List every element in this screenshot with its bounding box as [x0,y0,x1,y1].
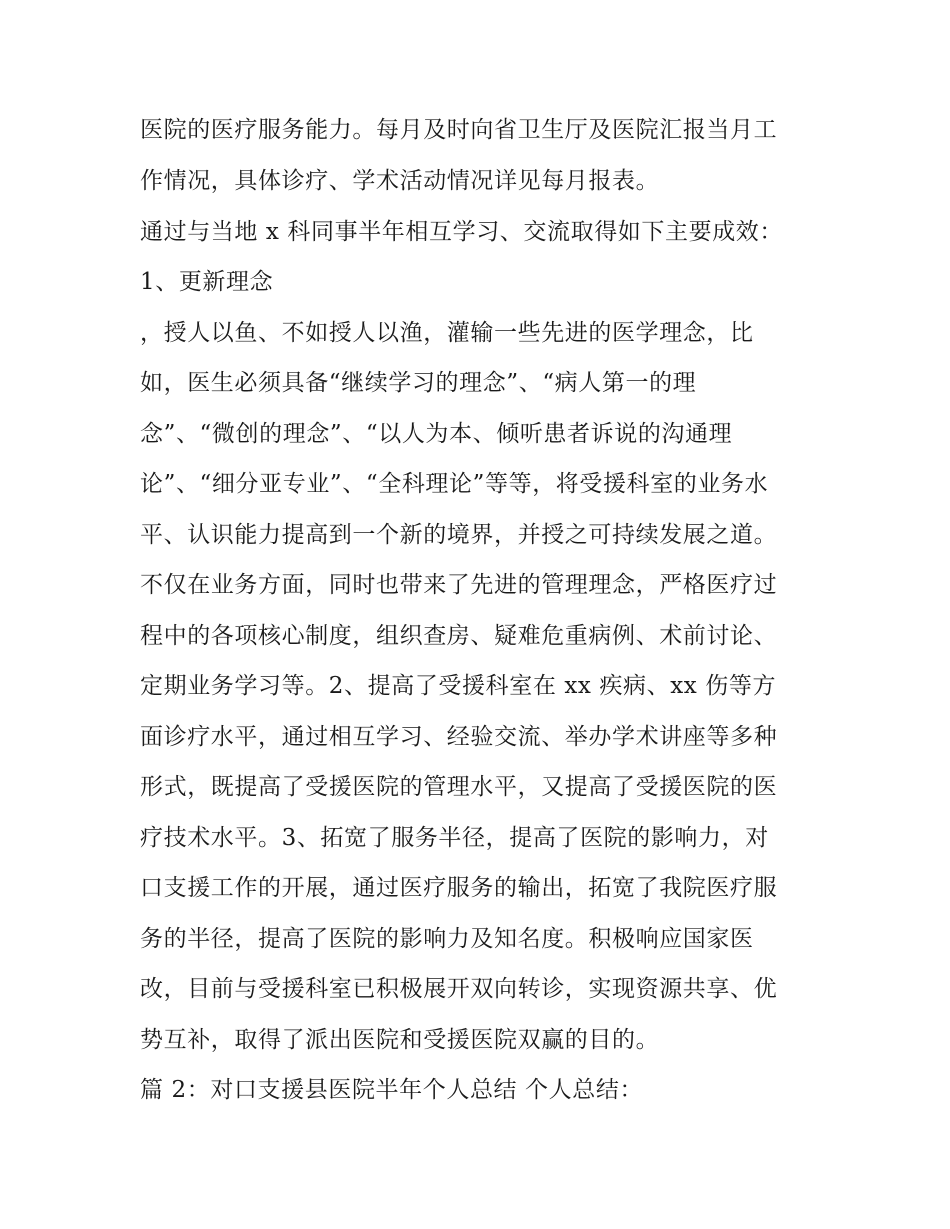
text-line: 形式，既提高了受援医院的管理水平，又提高了受援医院的医 [140,774,778,800]
text-line: 口支援工作的开展，通过医疗服务的输出，拓宽了我院医疗服 [140,875,778,901]
text-line: 程中的各项核心制度，组织查房、疑难危重病例、术前讨论、 [140,623,778,649]
text-line: 作情况，具体诊疗、学术活动情况详见每月报表。 [140,168,660,194]
text-line: 务的半径，提高了医院的影响力及知名度。积极响应国家医 [140,926,754,952]
text-line: ，授人以鱼、不如授人以渔，灌输一些先进的医学理念，比 [140,320,754,346]
section-heading: 1、更新理念 [140,269,274,295]
text-line: 改，目前与受援科室已积极展开双向转诊，实现资源共享、优 [140,976,778,1002]
text-line: 定期业务学习等。2、提高了受援科室在 xx 疾病、xx 伤等方 [140,673,777,699]
text-line: 通过与当地 x 科同事半年相互学习、交流取得如下主要成效： [140,219,783,245]
text-line: 面诊疗水平，通过相互学习、经验交流、举办学术讲座等多种 [140,724,778,750]
text-line: 不仅在业务方面，同时也带来了先进的管理理念，严格医疗过 [140,572,778,598]
text-line: 如，医生必须具备“继续学习的理念”、“病人第一的理 [140,370,697,396]
text-line: 念”、“微创的理念”、“以人为本、倾听患者诉说的沟通理 [140,421,733,447]
text-line: 疗技术水平。3、拓宽了服务半径，提高了医院的影响力，对 [140,825,769,851]
text-line: 势互补，取得了派出医院和受援医院双赢的目的。 [140,1027,660,1053]
article-heading: 篇 2：对口支援县医院半年个人总结 个人总结： [140,1077,644,1103]
text-line: 平、认识能力提高到一个新的境界，并授之可持续发展之道。 [140,522,778,548]
text-line: 论”、“细分亚专业”、“全科理论”等等，将受援科室的业务水 [140,471,769,497]
text-line: 医院的医疗服务能力。每月及时向省卫生厅及医院汇报当月工 [140,117,778,143]
